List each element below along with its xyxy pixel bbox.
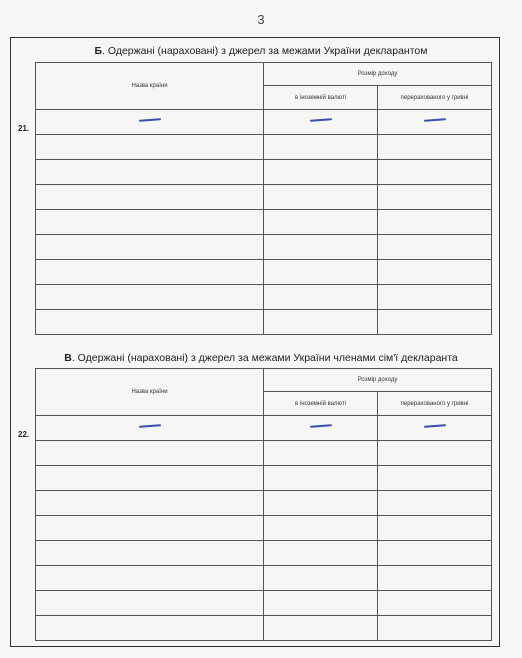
foreign-currency-cell[interactable] xyxy=(264,235,378,260)
converted-uah-cell[interactable] xyxy=(378,466,492,491)
converted-uah-cell[interactable] xyxy=(378,541,492,566)
table-row xyxy=(36,466,492,491)
table-row xyxy=(36,491,492,516)
section-v-table xyxy=(35,368,492,641)
header-income-size: Розмір доходу xyxy=(264,369,492,392)
foreign-currency-cell[interactable] xyxy=(264,591,378,616)
foreign-currency-cell[interactable] xyxy=(264,210,378,235)
country-cell[interactable] xyxy=(36,441,264,466)
table-row xyxy=(36,591,492,616)
foreign-currency-cell[interactable] xyxy=(264,285,378,310)
handwritten-dash xyxy=(138,424,160,428)
foreign-currency-cell[interactable] xyxy=(264,260,378,285)
header-converted-uah: перерахованого у гривні xyxy=(378,86,492,110)
table-row xyxy=(36,616,492,641)
table-row xyxy=(36,160,492,185)
country-cell[interactable] xyxy=(36,285,264,310)
table-row xyxy=(36,185,492,210)
country-cell[interactable] xyxy=(36,185,264,210)
country-cell[interactable] xyxy=(36,566,264,591)
converted-uah-cell[interactable] xyxy=(378,310,492,335)
country-cell[interactable] xyxy=(36,616,264,641)
foreign-currency-cell[interactable] xyxy=(264,160,378,185)
header-country: Назва країни xyxy=(36,369,264,416)
converted-uah-cell[interactable] xyxy=(378,491,492,516)
section-b-title xyxy=(0,45,522,57)
foreign-currency-cell[interactable] xyxy=(264,441,378,466)
foreign-currency-cell[interactable] xyxy=(264,135,378,160)
header-foreign-currency: в іноземній валюті xyxy=(264,86,378,110)
header-converted-uah: перерахованого у гривні xyxy=(378,392,492,416)
foreign-currency-cell[interactable] xyxy=(264,566,378,591)
converted-uah-cell[interactable] xyxy=(378,210,492,235)
section-b-table xyxy=(35,62,492,335)
foreign-currency-cell[interactable] xyxy=(264,541,378,566)
handwritten-dash xyxy=(423,118,445,122)
converted-uah-cell[interactable] xyxy=(378,616,492,641)
table-row xyxy=(36,416,492,441)
section-b-title-text: . Одержані (нараховані) з джерел за межами України декларантом xyxy=(102,45,428,57)
converted-uah-cell[interactable] xyxy=(378,441,492,466)
foreign-currency-cell[interactable] xyxy=(264,416,378,441)
country-cell[interactable] xyxy=(36,260,264,285)
country-cell[interactable] xyxy=(36,160,264,185)
converted-uah-cell[interactable] xyxy=(378,160,492,185)
table-row xyxy=(36,260,492,285)
section-v-title xyxy=(0,352,522,364)
converted-uah-cell[interactable] xyxy=(378,566,492,591)
country-cell[interactable] xyxy=(36,310,264,335)
converted-uah-cell[interactable] xyxy=(378,416,492,441)
table-row xyxy=(36,516,492,541)
table-row xyxy=(36,135,492,160)
foreign-currency-cell[interactable] xyxy=(264,310,378,335)
section-b-letter: Б xyxy=(94,45,103,57)
row-number-21: 21. xyxy=(18,124,30,133)
header-foreign-currency: в іноземній валюті xyxy=(264,392,378,416)
country-cell[interactable] xyxy=(36,110,264,135)
table-row xyxy=(36,210,492,235)
table-row xyxy=(36,285,492,310)
country-cell[interactable] xyxy=(36,235,264,260)
header-country: Назва країни xyxy=(36,63,264,110)
converted-uah-cell[interactable] xyxy=(378,135,492,160)
foreign-currency-cell[interactable] xyxy=(264,110,378,135)
foreign-currency-cell[interactable] xyxy=(264,466,378,491)
converted-uah-cell[interactable] xyxy=(378,260,492,285)
table-row xyxy=(36,441,492,466)
foreign-currency-cell[interactable] xyxy=(264,616,378,641)
table-row xyxy=(36,566,492,591)
converted-uah-cell[interactable] xyxy=(378,591,492,616)
converted-uah-cell[interactable] xyxy=(378,285,492,310)
row-number-22: 22. xyxy=(18,430,30,439)
foreign-currency-cell[interactable] xyxy=(264,491,378,516)
country-cell[interactable] xyxy=(36,210,264,235)
handwritten-dash xyxy=(309,118,331,122)
page-number: 3 xyxy=(257,12,265,27)
country-cell[interactable] xyxy=(36,491,264,516)
table-row xyxy=(36,541,492,566)
handwritten-dash xyxy=(309,424,331,428)
foreign-currency-cell[interactable] xyxy=(264,516,378,541)
converted-uah-cell[interactable] xyxy=(378,185,492,210)
country-cell[interactable] xyxy=(36,416,264,441)
converted-uah-cell[interactable] xyxy=(378,110,492,135)
country-cell[interactable] xyxy=(36,591,264,616)
converted-uah-cell[interactable] xyxy=(378,235,492,260)
section-v-title-text: . Одержані (нараховані) з джерел за межами України членами сім'ї декларанта xyxy=(71,352,458,364)
section-v-letter: В xyxy=(64,352,72,364)
converted-uah-cell[interactable] xyxy=(378,516,492,541)
handwritten-dash xyxy=(423,424,445,428)
country-cell[interactable] xyxy=(36,516,264,541)
foreign-currency-cell[interactable] xyxy=(264,185,378,210)
country-cell[interactable] xyxy=(36,135,264,160)
header-income-size: Розмір доходу xyxy=(264,63,492,86)
handwritten-dash xyxy=(138,118,160,122)
table-row xyxy=(36,235,492,260)
country-cell[interactable] xyxy=(36,541,264,566)
table-row xyxy=(36,310,492,335)
country-cell[interactable] xyxy=(36,466,264,491)
table-row xyxy=(36,110,492,135)
